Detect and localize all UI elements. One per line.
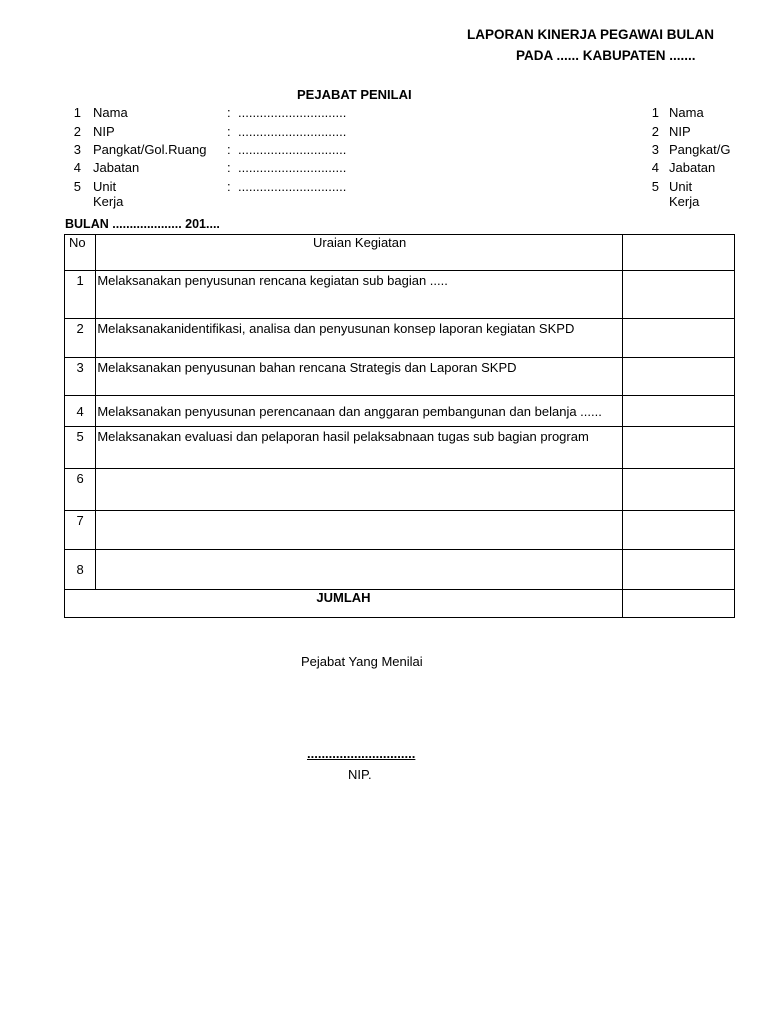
field-number: 4: [651, 160, 659, 175]
field-colon: :: [227, 124, 231, 139]
field-value: ..............................: [238, 179, 347, 194]
field-colon: :: [227, 179, 231, 194]
field-number: 3: [651, 142, 659, 157]
field-number: 5: [651, 179, 659, 194]
row-uraian: [96, 469, 623, 511]
row-uraian: Melaksanakan penyusunan rencana kegiatan sub bagian .....: [96, 271, 623, 319]
report-title: LAPORAN KINERJA PEGAWAI BULAN: [467, 27, 715, 42]
row-uraian: [96, 550, 623, 590]
field-value: ..............................: [238, 124, 347, 139]
row-number: 5: [65, 427, 96, 469]
field-label: Jabatan: [669, 160, 716, 175]
row-number: 3: [65, 358, 96, 396]
row-uraian: [96, 511, 623, 550]
row-number: 6: [65, 469, 96, 511]
row-number: 4: [65, 396, 96, 427]
total-label: JUMLAH: [65, 590, 623, 618]
field-number: 3: [73, 142, 81, 157]
row-uraian: Melaksanakan evaluasi dan pelaporan hasil pelaksabnaan tugas sub bagian program: [96, 427, 623, 469]
field-number: 2: [651, 124, 659, 139]
signature-nip: NIP.: [348, 767, 372, 782]
row-extra-cell: [622, 469, 734, 511]
table-row: [65, 358, 735, 396]
table-row: [65, 550, 735, 590]
table-total-row: [65, 590, 735, 618]
activity-table: [64, 234, 735, 618]
row-extra-cell: [622, 550, 734, 590]
pejabat-penilai-heading: PEJABAT PENILAI: [297, 87, 412, 102]
report-subtitle: PADA ...... KABUPATEN .......: [516, 48, 696, 63]
row-extra-cell: [622, 358, 734, 396]
signature-title: Pejabat Yang Menilai: [301, 654, 423, 669]
table-header-row: [65, 235, 735, 271]
row-uraian: Melaksanakan penyusunan bahan rencana Strategis dan Laporan SKPD: [96, 358, 623, 396]
field-number: 1: [73, 105, 81, 120]
field-value: ..............................: [238, 105, 347, 120]
row-extra-cell: [622, 427, 734, 469]
table-row: [65, 396, 735, 427]
row-extra-cell: [622, 271, 734, 319]
field-label: Pangkat/Gol.Ruang: [93, 142, 207, 157]
field-label: Pangkat/G: [669, 142, 731, 157]
table-row: [65, 511, 735, 550]
field-colon: :: [227, 105, 231, 120]
table-row: [65, 271, 735, 319]
row-extra-cell: [622, 396, 734, 427]
table-row: [65, 319, 735, 358]
field-label: Jabatan: [93, 160, 140, 175]
field-number: 4: [73, 160, 81, 175]
col-no-header: No: [65, 235, 96, 271]
field-label: Unit Kerja: [93, 179, 124, 209]
table-row: [65, 427, 735, 469]
row-number: 2: [65, 319, 96, 358]
field-colon: :: [227, 160, 231, 175]
field-label: Nama: [93, 105, 128, 120]
field-label: Nama: [669, 105, 704, 120]
field-label: NIP: [93, 124, 115, 139]
field-value: ..............................: [238, 142, 347, 157]
row-extra-cell: [622, 511, 734, 550]
total-extra-cell: [622, 590, 734, 618]
field-value: ..............................: [238, 160, 347, 175]
row-number: 8: [65, 550, 96, 590]
field-colon: :: [227, 142, 231, 157]
row-number: 7: [65, 511, 96, 550]
row-uraian: Melaksanakan penyusunan perencanaan dan anggaran pembangunan dan belanja ......: [96, 396, 623, 427]
bulan-label: BULAN .................... 201....: [65, 217, 220, 231]
col-extra-header: [622, 235, 734, 271]
signature-name-line: ..............................: [307, 746, 416, 761]
col-uraian-header: Uraian Kegiatan: [96, 235, 623, 271]
row-extra-cell: [622, 319, 734, 358]
field-number: 1: [651, 105, 659, 120]
row-number: 1: [65, 271, 96, 319]
field-label: NIP: [669, 124, 691, 139]
field-number: 5: [73, 179, 81, 194]
table-row: [65, 469, 735, 511]
row-uraian: Melaksanakanidentifikasi, analisa dan penyusunan konsep laporan kegiatan SKPD: [96, 319, 623, 358]
field-number: 2: [73, 124, 81, 139]
field-label: Unit Kerja: [669, 179, 700, 209]
